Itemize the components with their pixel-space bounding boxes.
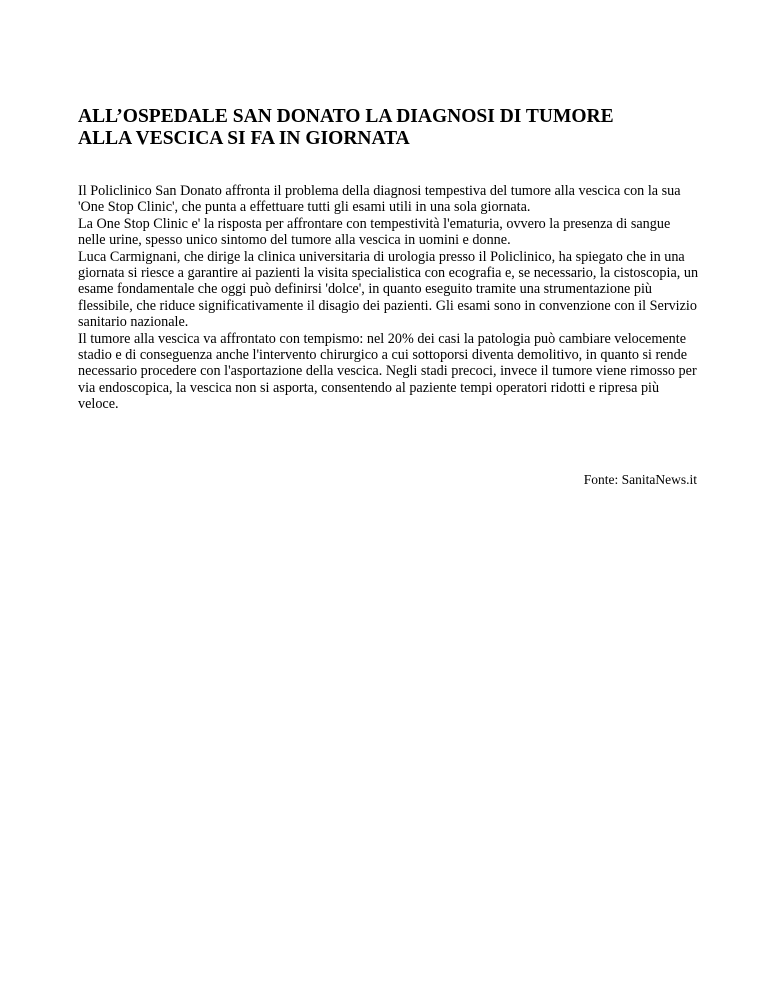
- article-body: [78, 183, 700, 413]
- article-paragraph-4: Il tumore alla vescica va affrontato con tempismo: nel 20% dei casi la patologia può cambiare velocemente stadio e di conseguenza anche l'intervento chirurgico a cui sottoporsi diventa demolitivo, in quanto si rende necessario procedere con l'asportazione della vescica. Negli stadi precoci, invece il tumore viene rimosso per via endoscopica, la vescica non si asporta, consentendo al paziente tempi operatori ridotti e ripresa più veloce.: [78, 330, 697, 413]
- article-title-line-1: ALL’OSPEDALE SAN DONATO LA DIAGNOSI DI TUMORE: [78, 106, 614, 127]
- article: [78, 106, 700, 488]
- article-paragraph-2: La One Stop Clinic e' la risposta per affrontare con tempestività l'ematuria, ovvero la presenza di sangue nelle urine, spesso unico sintomo del tumore alla vescica in uomini e donne.: [78, 215, 671, 249]
- article-paragraph-3: Luca Carmignani, che dirige la clinica universitaria di urologia presso il Policlinico, ha spiegato che in una giornata si riesce a garantire ai pazienti la visita specialistica con ecografia e, se necessario, la cistoscopia, un esame fondamentale che oggi può definirsi 'dolce', in quanto eseguito tramite una strumentazione più flessibile, che riduce significativamente il disagio dei pazienti. Gli esami sono in convenzione con il Servizio sanitario nazionale.: [78, 248, 699, 331]
- article-title: [78, 106, 700, 150]
- article-title-line-2: ALLA VESCICA SI FA IN GIORNATA: [78, 128, 410, 149]
- article-paragraph-1: Il Policlinico San Donato affronta il problema della diagnosi tempestiva del tumore alla vescica con la sua 'One Stop Clinic', che punta a effettuare tutti gli esami utili in una sola giornata.: [78, 183, 681, 216]
- article-source: Fonte: SanitaNews.it: [583, 471, 697, 487]
